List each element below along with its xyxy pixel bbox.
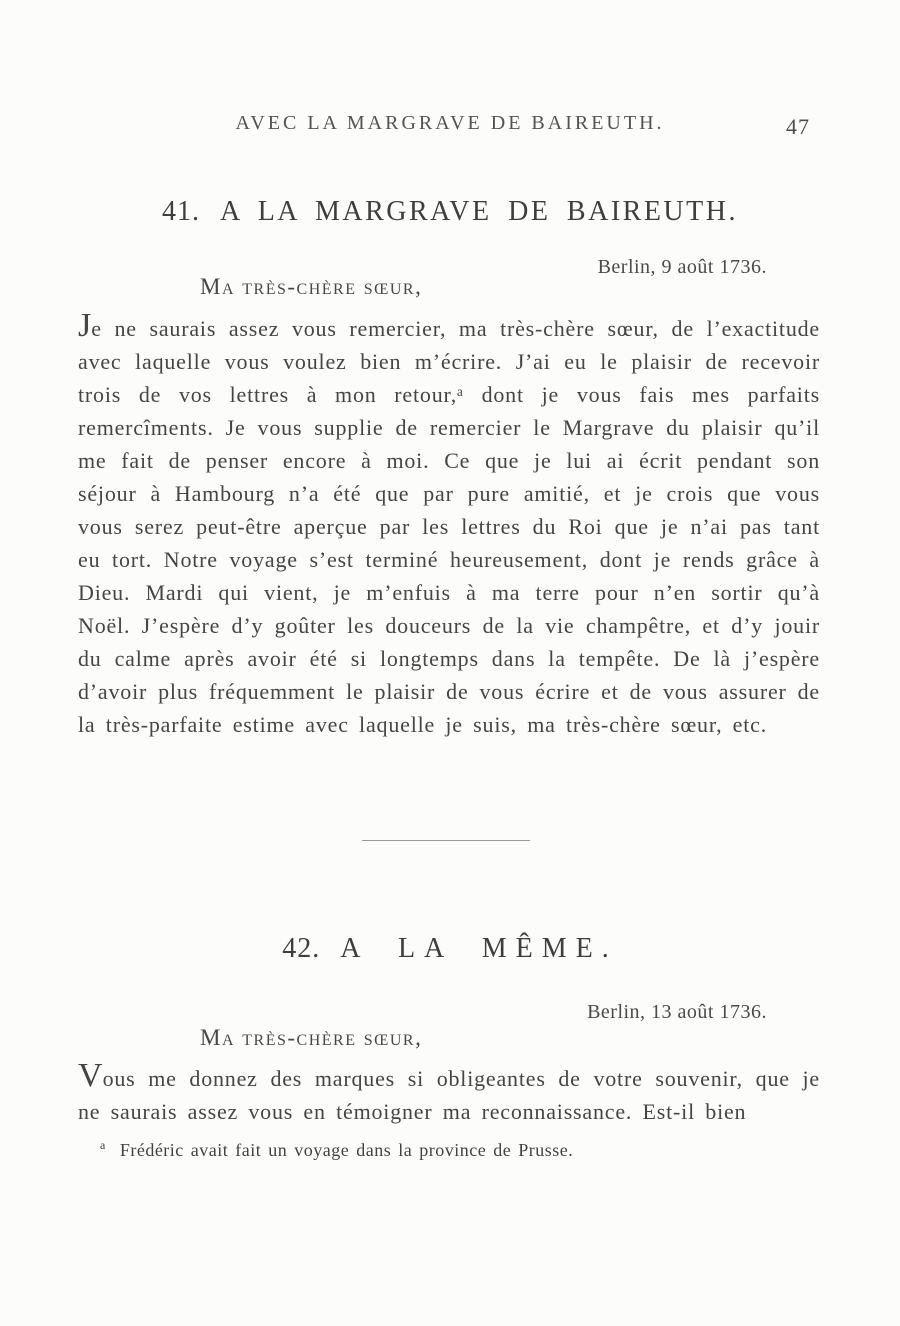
letter-41-body-text: e ne saurais assez vous remercier, ma très-chère sœur, de l’exactitude avec laquelle vous voulez bien m’écrire. J’ai eu le plaisir de recevoir trois de vos lettres à mon retour,ᵃ dont je vous fais mes parfaits remercîments. Je vous supplie de remercier le Margrave du plaisir qu’il me fait de penser encore à moi. Ce que je lui ai écrit pendant son séjour à Hambourg n’a été que par pure amitié, et je crois que vous vous serez peut-être aperçue par les lettres du Roi que je n’ai pas tant eu tort. Notre voyage s’est terminé heureusement, dont je rends grâce à Dieu. Mardi qui vient, je m’enfuis à ma terre pour n’en sortir qu’à Noël. J’espère d’y goûter les douceurs de la vie champêtre, et d’y jouir du calme après avoir été si longtemps dans la tempête. De là j’espère d’avoir plus fréquemment le plaisir de vous écrire et de vous assurer de la très-parfaite estime avec laquelle je suis, ma très-chère sœur, etc. [78,316,820,737]
letter-42-initial-capital: V [78,1057,103,1094]
page-number: 47 [786,114,810,139]
running-header: AVEC LA MARGRAVE DE BAIREUTH. [235,112,665,134]
letter-42-number: 42. [282,933,321,964]
footnote [100,1138,573,1161]
letter-41-number: 41. [162,196,201,227]
letter-41-dateline: Berlin, 9 août 1736. [597,256,767,278]
letter-41-heading [0,196,900,228]
letter-41-title: A LA MARGRAVE DE BAIREUTH. [220,196,738,227]
section-divider [362,840,530,841]
letter-42-body-text: ous me donnez des marques si obligeantes de votre souvenir, que je ne saurais assez vous en témoigner ma reconnaissance. Est-il bien [78,1066,820,1124]
letter-42-title: A LA MÊME. [340,933,618,964]
footnote-marker: a [100,1138,106,1152]
footnote-text: Frédéric avait fait un voyage dans la province de Prusse. [119,1140,574,1160]
letter-42-body [78,1057,820,1128]
letter-42-heading [0,933,900,965]
letter-42-salutation: Ma très-chère sœur, [200,1025,423,1050]
letter-41-body [78,307,820,741]
letter-41-initial-capital: J [78,307,92,344]
letter-42-dateline: Berlin, 13 août 1736. [587,1001,767,1023]
letter-41-salutation: Ma très-chère sœur, [200,274,423,299]
